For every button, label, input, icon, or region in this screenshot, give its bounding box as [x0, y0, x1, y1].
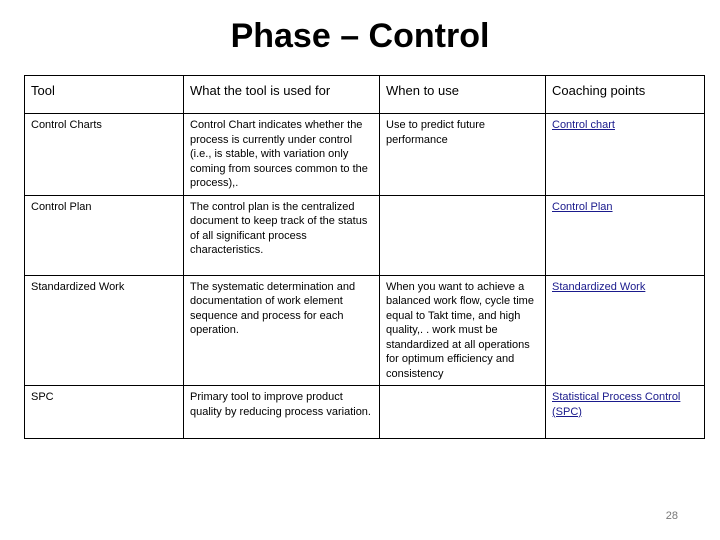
control-plan-link[interactable]: Control Plan: [552, 200, 613, 213]
table-row: [25, 195, 705, 275]
tool-cell: Control Plan: [25, 195, 184, 275]
tool-cell: SPC: [25, 386, 184, 439]
when-to-use-cell: When you want to achieve a balanced work flow, cycle time equal to Takt time, and high quality,. . work must be standardized at all operations for optimum efficiency and consistency: [380, 275, 546, 386]
page-title: Phase – Control: [230, 17, 490, 55]
table-row: [25, 386, 705, 439]
coaching-cell: [546, 275, 705, 386]
when-to-use-cell: [380, 386, 546, 439]
tool-cell: Standardized Work: [25, 275, 184, 386]
column-header-used-for: What the tool is used for: [184, 76, 380, 114]
used-for-cell: Control Chart indicates whether the process is currently under control (i.e., is stable, with variation only coming from sources common to the process),.: [184, 114, 380, 196]
column-header-when-to-use: When to use: [380, 76, 546, 114]
column-header-tool: Tool: [25, 76, 184, 114]
column-header-coaching-points: Coaching points: [546, 76, 705, 114]
table-row: [25, 275, 705, 386]
when-to-use-cell: Use to predict future performance: [380, 114, 546, 196]
table-row: [25, 114, 705, 196]
standardized-work-link[interactable]: Standardized Work: [552, 280, 646, 293]
page-number: 28: [665, 510, 678, 522]
used-for-cell: Primary tool to improve product quality by reducing process variation.: [184, 386, 380, 439]
spc-link[interactable]: Statistical Process Control (SPC): [552, 391, 681, 418]
coaching-cell: [546, 386, 705, 439]
table-header-row: [25, 76, 705, 114]
coaching-cell: [546, 114, 705, 196]
control-tools-table: [24, 75, 705, 439]
tool-cell: Control Charts: [25, 114, 184, 196]
coaching-cell: [546, 195, 705, 275]
control-chart-link[interactable]: Control chart: [552, 119, 615, 131]
used-for-cell: The systematic determination and documentation of work element sequence and process for each operation.: [184, 275, 380, 386]
used-for-cell: The control plan is the centralized document to keep track of the status of all significant process characteristics.: [184, 195, 380, 275]
when-to-use-cell: [380, 195, 546, 275]
